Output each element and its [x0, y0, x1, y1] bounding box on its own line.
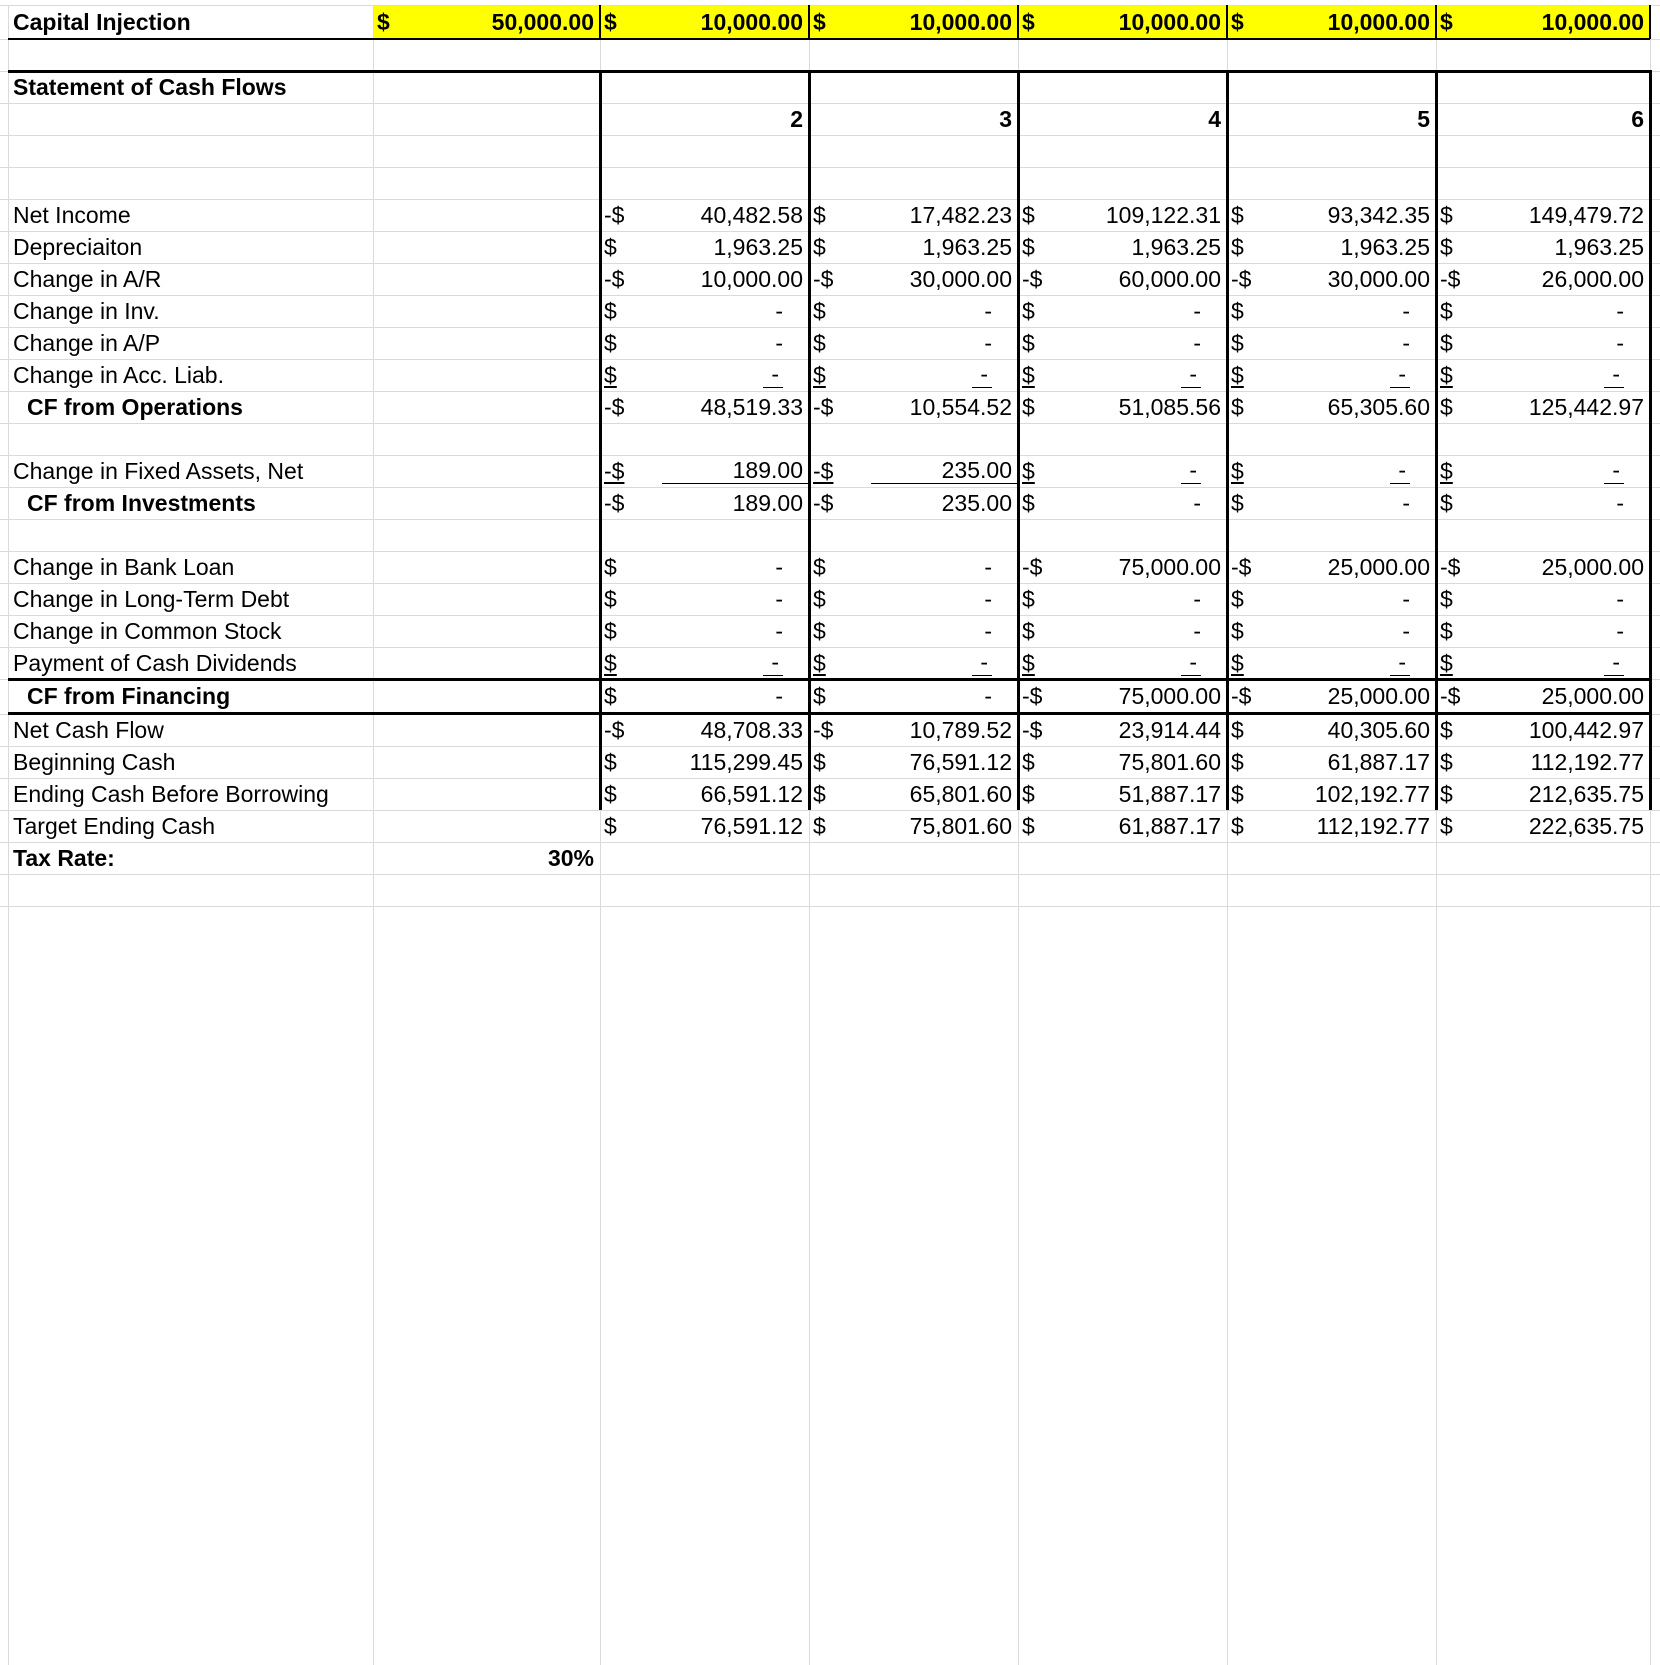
- currency-sign: -$: [1022, 716, 1043, 743]
- amount-cell[interactable]: 26,000.00: [1541, 265, 1644, 292]
- currency-sign: $: [1440, 649, 1453, 676]
- grid-row-line: [0, 167, 1660, 168]
- amount-cell[interactable]: 25,000.00: [1541, 553, 1644, 580]
- row-label: Beginning Cash: [13, 748, 176, 775]
- period-header: 4: [1208, 105, 1221, 132]
- currency-sign: $: [1231, 780, 1244, 807]
- amount-text: -: [1390, 459, 1410, 484]
- currency-sign: $: [1440, 812, 1453, 839]
- amount-cell[interactable]: -: [1616, 329, 1624, 356]
- currency-sign: -$: [604, 489, 625, 516]
- currency-sign: $: [813, 683, 826, 709]
- currency-sign: $: [604, 8, 617, 35]
- amount-cell[interactable]: 235.00: [941, 489, 1012, 516]
- currency-sign: $: [1022, 585, 1035, 612]
- currency-sign: $: [813, 8, 826, 35]
- currency-sign: $: [1022, 780, 1035, 807]
- capital-injection-value[interactable]: 10,000.00: [700, 8, 803, 35]
- amount-cell[interactable]: [1488, 647, 1650, 679]
- currency-sign: $: [813, 780, 826, 807]
- amount-cell[interactable]: [1070, 359, 1227, 391]
- amount-cell[interactable]: 112,192.77: [1316, 812, 1430, 839]
- amount-cell[interactable]: 76,591.12: [700, 812, 803, 839]
- amount-cell[interactable]: 10,554.52: [909, 393, 1012, 420]
- amount-cell[interactable]: 1,963.25: [1554, 233, 1644, 260]
- row-label: Depreciaiton: [13, 233, 143, 260]
- amount-cell[interactable]: -: [984, 553, 992, 580]
- amount-cell[interactable]: [1279, 359, 1436, 391]
- row-label: Change in Fixed Assets, Net: [13, 457, 304, 484]
- amount-cell[interactable]: -: [1193, 329, 1201, 356]
- amount-cell[interactable]: 61,887.17: [1327, 748, 1430, 775]
- amount-cell[interactable]: [1488, 455, 1650, 487]
- amount-cell[interactable]: -: [775, 683, 783, 709]
- amount-cell[interactable]: 10,789.52: [909, 716, 1012, 743]
- currency-sign: $: [1022, 361, 1035, 388]
- currency-sign: $: [1440, 393, 1453, 420]
- row-label: Change in Common Stock: [13, 617, 282, 644]
- amount-cell[interactable]: 60,000.00: [1118, 265, 1221, 292]
- currency-sign: $: [1440, 457, 1453, 484]
- currency-sign: -$: [813, 716, 834, 743]
- amount-text: -: [763, 651, 783, 676]
- amount-cell[interactable]: [861, 455, 1018, 487]
- row-label: CF from Operations: [27, 393, 243, 420]
- currency-sign: $: [1440, 361, 1453, 388]
- amount-cell[interactable]: -: [1402, 329, 1410, 356]
- amount-cell[interactable]: 17,482.23: [909, 201, 1012, 228]
- currency-sign: $: [604, 649, 617, 676]
- currency-sign: $: [1022, 748, 1035, 775]
- currency-sign: $: [813, 329, 826, 356]
- amount-cell[interactable]: -: [1193, 297, 1201, 324]
- currency-sign: $: [604, 297, 617, 324]
- amount-cell[interactable]: -: [1616, 585, 1624, 612]
- currency-sign: $: [604, 617, 617, 644]
- currency-sign: $: [1440, 780, 1453, 807]
- currency-sign: -$: [1022, 683, 1043, 709]
- currency-sign: -$: [604, 716, 625, 743]
- amount-text: -: [1390, 651, 1410, 676]
- currency-sign: $: [1440, 297, 1453, 324]
- row-label: Change in Acc. Liab.: [13, 361, 224, 388]
- currency-sign: $: [1231, 457, 1244, 484]
- row-label: Target Ending Cash: [13, 812, 216, 839]
- amount-cell[interactable]: -: [984, 683, 992, 709]
- row-label: CF from Investments: [27, 489, 256, 516]
- currency-sign: $: [1231, 233, 1244, 260]
- currency-sign: $: [1022, 201, 1035, 228]
- amount-cell[interactable]: 115,299.45: [689, 748, 803, 775]
- currency-sign: $: [1231, 393, 1244, 420]
- amount-cell[interactable]: -: [1193, 585, 1201, 612]
- period-header: 5: [1417, 105, 1430, 132]
- amount-cell[interactable]: -: [1616, 617, 1624, 644]
- row-label: Ending Cash Before Borrowing: [13, 780, 329, 807]
- currency-sign: $: [604, 553, 617, 580]
- currency-sign: $: [1022, 812, 1035, 839]
- currency-sign: $: [1022, 8, 1035, 35]
- amount-cell[interactable]: -: [1402, 489, 1410, 516]
- amount-cell[interactable]: -: [775, 297, 783, 324]
- amount-cell[interactable]: -: [984, 297, 992, 324]
- currency-sign: $: [813, 233, 826, 260]
- currency-sign: -$: [604, 265, 625, 292]
- currency-sign: $: [1440, 489, 1453, 516]
- amount-cell[interactable]: -: [1402, 617, 1410, 644]
- period-header: 2: [790, 105, 803, 132]
- currency-sign: $: [1022, 649, 1035, 676]
- amount-cell[interactable]: 212,635.75: [1528, 780, 1644, 807]
- currency-sign: $: [813, 297, 826, 324]
- amount-cell[interactable]: 40,305.60: [1327, 716, 1430, 743]
- currency-sign: -$: [604, 457, 625, 484]
- capital-injection-value[interactable]: 10,000.00: [909, 8, 1012, 35]
- currency-sign: $: [1440, 585, 1453, 612]
- currency-sign: $: [604, 233, 617, 260]
- currency-sign: $: [1022, 297, 1035, 324]
- row-label: Net Cash Flow: [13, 716, 164, 743]
- row-label: Change in Bank Loan: [13, 553, 235, 580]
- amount-cell[interactable]: [1070, 647, 1227, 679]
- currency-sign: $: [604, 812, 617, 839]
- amount-text: -: [1604, 651, 1624, 676]
- amount-cell[interactable]: 112,192.77: [1530, 748, 1644, 775]
- amount-text: -: [1604, 459, 1624, 484]
- currency-sign: $: [813, 748, 826, 775]
- currency-sign: $: [1231, 585, 1244, 612]
- grid-row-line: [0, 874, 1660, 875]
- amount-cell[interactable]: 65,801.60: [909, 780, 1012, 807]
- capital-injection-label: Capital Injection: [13, 8, 191, 35]
- row-label: CF from Financing: [27, 683, 231, 709]
- currency-sign: $: [1231, 297, 1244, 324]
- amount-cell[interactable]: 149,479.72: [1528, 201, 1644, 228]
- amount-cell[interactable]: -: [1616, 489, 1624, 516]
- currency-sign: -$: [1231, 683, 1252, 709]
- currency-sign: $: [1231, 361, 1244, 388]
- currency-sign: $: [604, 748, 617, 775]
- amount-cell[interactable]: 1,963.25: [922, 233, 1012, 260]
- amount-cell[interactable]: -: [984, 617, 992, 644]
- amount-cell[interactable]: 75,801.60: [909, 812, 1012, 839]
- currency-sign: -$: [1231, 553, 1252, 580]
- grid-row-line: [0, 519, 1660, 520]
- currency-sign: $: [1440, 617, 1453, 644]
- amount-cell[interactable]: -: [1402, 297, 1410, 324]
- amount-cell[interactable]: 102,192.77: [1314, 780, 1430, 807]
- currency-sign: $: [813, 585, 826, 612]
- currency-sign: -$: [1440, 265, 1461, 292]
- amount-cell[interactable]: -: [1616, 297, 1624, 324]
- amount-cell[interactable]: 30,000.00: [1327, 265, 1430, 292]
- currency-sign: $: [604, 329, 617, 356]
- amount-cell[interactable]: 23,914.44: [1118, 716, 1221, 743]
- currency-sign: $: [1231, 617, 1244, 644]
- currency-sign: $: [1440, 201, 1453, 228]
- amount-text: -: [1604, 363, 1624, 388]
- currency-sign: $: [604, 780, 617, 807]
- amount-cell[interactable]: -: [1402, 585, 1410, 612]
- amount-cell[interactable]: 65,305.60: [1327, 393, 1430, 420]
- amount-cell[interactable]: 1,963.25: [1340, 233, 1430, 260]
- amount-cell[interactable]: 51,887.17: [1118, 780, 1221, 807]
- amount-cell[interactable]: 25,000.00: [1541, 683, 1644, 709]
- amount-text: 235.00: [871, 459, 1018, 484]
- row-label: Net Income: [13, 201, 131, 228]
- amount-cell[interactable]: 25,000.00: [1327, 553, 1430, 580]
- currency-sign: $: [1231, 8, 1244, 35]
- currency-sign: -$: [1440, 553, 1461, 580]
- currency-sign: -$: [604, 201, 625, 228]
- currency-sign: $: [604, 585, 617, 612]
- amount-cell[interactable]: 61,887.17: [1118, 812, 1221, 839]
- currency-sign: $: [813, 812, 826, 839]
- grid-row-line: [0, 906, 1660, 907]
- currency-sign: $: [813, 617, 826, 644]
- capital-injection-value[interactable]: 10,000.00: [1118, 8, 1221, 35]
- currency-sign: -$: [813, 393, 834, 420]
- currency-sign: $: [1231, 716, 1244, 743]
- currency-sign: $: [377, 8, 390, 35]
- amount-cell[interactable]: 66,591.12: [700, 780, 803, 807]
- amount-cell[interactable]: -: [1193, 489, 1201, 516]
- amount-text: -: [1181, 363, 1201, 388]
- currency-sign: $: [1231, 748, 1244, 775]
- currency-sign: $: [1231, 649, 1244, 676]
- period-header: 3: [999, 105, 1012, 132]
- statement-title: Statement of Cash Flows: [13, 73, 287, 100]
- amount-cell[interactable]: [1488, 359, 1650, 391]
- currency-sign: -$: [813, 265, 834, 292]
- currency-sign: $: [813, 649, 826, 676]
- capital-injection-value[interactable]: 50,000.00: [491, 8, 594, 35]
- currency-sign: $: [1022, 457, 1035, 484]
- currency-sign: $: [1231, 329, 1244, 356]
- currency-sign: $: [1022, 393, 1035, 420]
- amount-cell[interactable]: 25,000.00: [1327, 683, 1430, 709]
- currency-sign: $: [1440, 716, 1453, 743]
- currency-sign: $: [1440, 233, 1453, 260]
- amount-cell[interactable]: 1,963.25: [1131, 233, 1221, 260]
- amount-text: -: [1181, 459, 1201, 484]
- amount-cell[interactable]: -: [984, 329, 992, 356]
- amount-text: 189.00: [662, 459, 809, 484]
- row-label: Change in A/P: [13, 329, 161, 356]
- currency-sign: $: [1440, 8, 1453, 35]
- amount-cell[interactable]: 75,801.60: [1118, 748, 1221, 775]
- amount-cell[interactable]: [652, 455, 809, 487]
- amount-text: -: [763, 363, 783, 388]
- period-header: 6: [1631, 105, 1644, 132]
- currency-sign: -$: [1022, 553, 1043, 580]
- amount-cell[interactable]: [652, 647, 809, 679]
- amount-cell[interactable]: 222,635.75: [1528, 812, 1644, 839]
- currency-sign: $: [604, 683, 617, 709]
- amount-cell[interactable]: 109,122.31: [1105, 201, 1221, 228]
- amount-cell[interactable]: -: [775, 329, 783, 356]
- row-label: Change in A/R: [13, 265, 162, 292]
- grid-row-line: [0, 423, 1660, 424]
- amount-cell[interactable]: -: [775, 585, 783, 612]
- amount-text: -: [1390, 363, 1410, 388]
- currency-sign: -$: [813, 457, 834, 484]
- amount-text: -: [972, 651, 992, 676]
- amount-cell[interactable]: [652, 359, 809, 391]
- currency-sign: $: [1440, 329, 1453, 356]
- amount-cell[interactable]: 48,519.33: [700, 393, 803, 420]
- currency-sign: $: [1440, 748, 1453, 775]
- currency-sign: $: [1022, 233, 1035, 260]
- amount-cell[interactable]: -: [984, 585, 992, 612]
- amount-cell[interactable]: 1,963.25: [713, 233, 803, 260]
- amount-cell[interactable]: 48,708.33: [700, 716, 803, 743]
- amount-cell[interactable]: 10,000.00: [700, 265, 803, 292]
- amount-cell[interactable]: 125,442.97: [1528, 393, 1644, 420]
- currency-sign: $: [813, 201, 826, 228]
- amount-cell[interactable]: [1070, 455, 1227, 487]
- currency-sign: $: [1022, 489, 1035, 516]
- capital-injection-value[interactable]: 10,000.00: [1541, 8, 1644, 35]
- amount-text: -: [972, 363, 992, 388]
- amount-cell[interactable]: [1279, 647, 1436, 679]
- amount-cell[interactable]: 75,000.00: [1118, 683, 1221, 709]
- amount-cell[interactable]: -: [775, 617, 783, 644]
- grid-col-line: [373, 5, 374, 1665]
- amount-cell[interactable]: [1279, 455, 1436, 487]
- amount-cell[interactable]: 51,085.56: [1118, 393, 1221, 420]
- amount-cell[interactable]: 100,442.97: [1528, 716, 1644, 743]
- currency-sign: $: [1022, 329, 1035, 356]
- amount-text: -: [1181, 651, 1201, 676]
- amount-cell[interactable]: 40,482.58: [700, 201, 803, 228]
- currency-sign: -$: [604, 393, 625, 420]
- currency-sign: $: [1231, 812, 1244, 839]
- amount-cell[interactable]: 75,000.00: [1118, 553, 1221, 580]
- tax-rate-value[interactable]: 30%: [547, 844, 594, 871]
- currency-sign: $: [1231, 489, 1244, 516]
- amount-cell[interactable]: -: [1193, 617, 1201, 644]
- currency-sign: $: [813, 361, 826, 388]
- row-label: Payment of Cash Dividends: [13, 649, 297, 676]
- amount-cell[interactable]: 93,342.35: [1327, 201, 1430, 228]
- tax-rate-label: Tax Rate:: [13, 844, 115, 871]
- capital-injection-value[interactable]: 10,000.00: [1327, 8, 1430, 35]
- currency-sign: $: [604, 361, 617, 388]
- currency-sign: -$: [813, 489, 834, 516]
- currency-sign: $: [1022, 617, 1035, 644]
- currency-sign: $: [1231, 201, 1244, 228]
- amount-cell[interactable]: 76,591.12: [909, 748, 1012, 775]
- row-label: Change in Inv.: [13, 297, 160, 324]
- currency-sign: -$: [1440, 683, 1461, 709]
- row-label: Change in Long-Term Debt: [13, 585, 290, 612]
- grid-row-line: [0, 135, 1660, 136]
- amount-cell[interactable]: [861, 647, 1018, 679]
- currency-sign: -$: [1022, 265, 1043, 292]
- amount-cell[interactable]: 30,000.00: [909, 265, 1012, 292]
- amount-cell[interactable]: -: [775, 553, 783, 580]
- currency-sign: -$: [1231, 265, 1252, 292]
- currency-sign: $: [813, 553, 826, 580]
- amount-cell[interactable]: 189.00: [732, 489, 803, 516]
- amount-cell[interactable]: [861, 359, 1018, 391]
